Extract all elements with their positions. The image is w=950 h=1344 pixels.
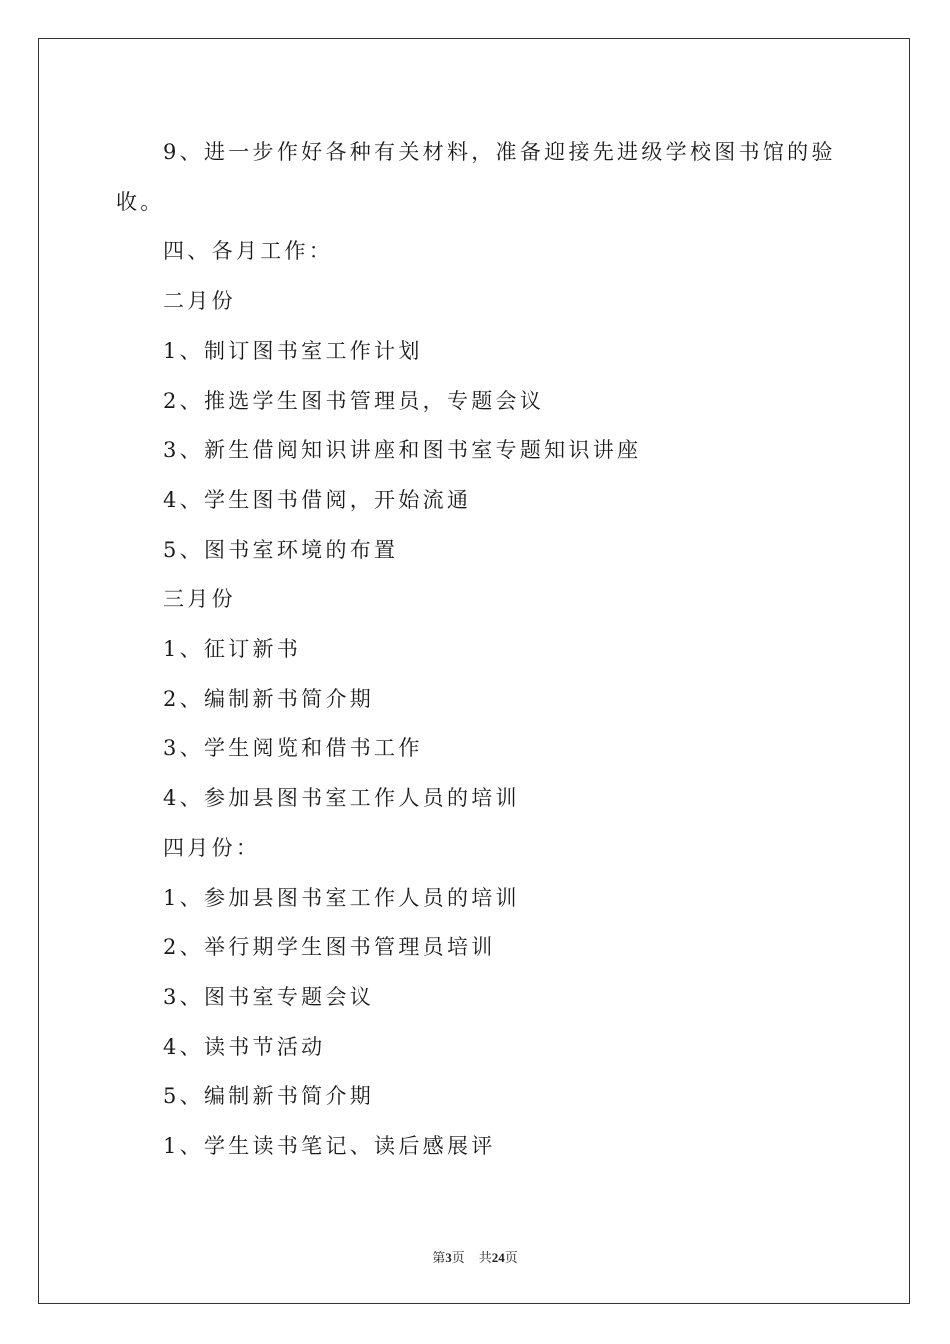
list-item: 4、参加县图书室工作人员的培训: [163, 786, 520, 811]
list-item: 2、推选学生图书管理员，专题会议: [163, 388, 545, 413]
total-pages: 24: [491, 1250, 505, 1265]
month-heading: 四月份：: [163, 835, 261, 860]
list-item: 3、学生阅览和借书工作: [163, 736, 423, 761]
document-body: [116, 128, 836, 1172]
list-item: 4、学生图书借阅，开始流通: [163, 487, 472, 512]
page-number: 3: [445, 1250, 452, 1265]
month-heading: 三月份: [163, 587, 236, 612]
list-item: 5、图书室环境的布置: [163, 537, 399, 562]
total-prefix: 共: [478, 1250, 492, 1265]
list-item: 5、编制新书简介期: [163, 1084, 375, 1109]
list-item: 2、举行期学生图书管理员培训: [163, 935, 496, 960]
total-suffix: 页: [504, 1250, 518, 1265]
list-item: 1、学生读书笔记、读后感展评: [163, 1134, 496, 1159]
page-prefix: 第: [432, 1250, 446, 1265]
list-item: 3、新生借阅知识讲座和图书室专题知识讲座: [163, 438, 642, 463]
list-item: 1、制订图书室工作计划: [163, 338, 423, 363]
section-heading: 四、各月工作：: [163, 239, 334, 264]
list-item: 3、图书室专题会议: [163, 984, 375, 1009]
list-item: 2、编制新书简介期: [163, 686, 375, 711]
list-item: 1、征订新书: [163, 637, 302, 662]
paragraph: 9、进一步作好各种有关材料，准备迎接先进级学校图书馆的验收。: [116, 140, 836, 214]
list-item: 4、读书节活动: [163, 1034, 326, 1059]
list-item: 1、参加县图书室工作人员的培训: [163, 885, 520, 910]
month-heading: 二月份: [163, 289, 236, 314]
page-suffix: 页: [451, 1250, 465, 1265]
page-footer: [0, 1247, 950, 1266]
